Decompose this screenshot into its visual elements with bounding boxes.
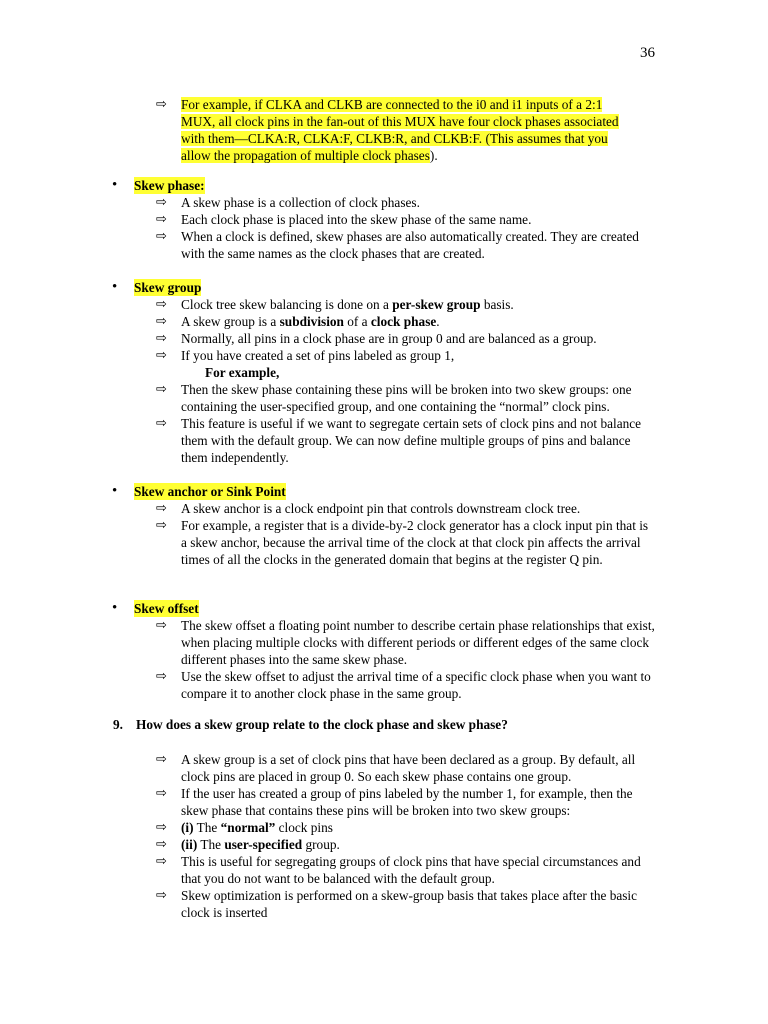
arrow-icon: ⇨	[156, 669, 167, 684]
bullet-icon: •	[112, 279, 118, 295]
arrow-icon: ⇨	[156, 97, 167, 112]
list-item	[0, 194, 768, 211]
arrow-icon: ⇨	[156, 297, 167, 312]
list-item-text: For example, a register that is a divide-by-2 clock generator has a clock input pin that is a skew anchor, because the arrival time of the clock at that clock pin affects the arrival times of all the clocks in the generated domain that begins at the register Q pin.	[181, 518, 649, 567]
question-number: 9.	[113, 717, 123, 732]
list-item-text: If you have created a set of pins labeled as group 1,	[181, 348, 455, 363]
arrow-icon: ⇨	[156, 416, 167, 431]
list-item-text: This feature is useful if we want to segregate certain sets of clock pins and not balance them with the default group. We can now define multiple groups of pins and balance them independently.	[181, 416, 642, 465]
skew-offset-heading-row	[0, 600, 768, 618]
list-item-text: Each clock phase is placed into the skew phase of the same name.	[181, 212, 532, 227]
arrow-icon: ⇨	[156, 314, 167, 329]
example-label-row	[0, 364, 768, 381]
intro-line-3: with them—CLKA:R, CLKA:F, CLKB:R, and CLKB:F. (This assumes that you	[181, 131, 608, 146]
list-item-text: A skew group is a subdivision of a clock phase.	[181, 314, 440, 329]
list-item-text: A skew phase is a collection of clock phases.	[181, 195, 420, 210]
arrow-icon: ⇨	[156, 752, 167, 767]
list-item	[0, 785, 768, 819]
arrow-icon: ⇨	[156, 212, 167, 227]
list-item	[0, 836, 768, 853]
arrow-icon: ⇨	[156, 348, 167, 363]
arrow-icon: ⇨	[156, 618, 167, 633]
list-item-text: A skew group is a set of clock pins that have been declared as a group. By default, all clock pins are placed in group 0. So each skew phase contains one group.	[181, 752, 636, 784]
list-item-text: Clock tree skew balancing is done on a per-skew group basis.	[181, 297, 514, 312]
arrow-icon: ⇨	[156, 888, 167, 903]
example-label: For example,	[205, 365, 280, 380]
list-item	[0, 668, 768, 702]
bullet-icon: •	[112, 177, 118, 193]
list-item	[0, 313, 768, 330]
list-item-text: Normally, all pins in a clock phase are in group 0 and are balanced as a group.	[181, 331, 597, 346]
list-item-text: Skew optimization is performed on a skew-group basis that takes place after the basic clock is inserted	[181, 888, 638, 920]
list-item-text: The skew offset a floating point number to describe certain phase relationships that exist, when placing multiple clocks with different periods or different edges of the same clock different phases into the same skew phase.	[181, 618, 655, 667]
skew-group-list	[0, 296, 768, 466]
list-item	[0, 853, 768, 887]
list-item-text: (i) The “normal” clock pins	[181, 820, 333, 835]
skew-phase-heading-row	[0, 177, 768, 195]
skew-anchor-heading-row	[0, 483, 768, 501]
skew-phase-list	[0, 194, 768, 262]
list-item-text: Use the skew offset to adjust the arrival time of a specific clock phase when you want to compare it to another clock phase in the same group.	[181, 669, 651, 701]
list-item	[0, 330, 768, 347]
list-item-text: A skew anchor is a clock endpoint pin that controls downstream clock tree.	[181, 501, 581, 516]
list-item	[0, 228, 768, 262]
bullet-icon: •	[112, 483, 118, 499]
list-item	[0, 415, 768, 466]
list-item-text: When a clock is defined, skew phases are also automatically created. They are created with the same names as the clock phases that are created.	[181, 229, 639, 261]
list-item	[0, 347, 768, 364]
intro-line-1: For example, if CLKA and CLKB are connected to the i0 and i1 inputs of a 2:1	[181, 97, 603, 112]
arrow-icon: ⇨	[156, 854, 167, 869]
skew-anchor-heading: Skew anchor or Sink Point	[134, 484, 286, 499]
arrow-icon: ⇨	[156, 195, 167, 210]
skew-anchor-list	[0, 500, 768, 568]
list-item-text: If the user has created a group of pins labeled by the number 1, for example, then the skew phase that contains these pins will be broken into two skew groups:	[181, 786, 633, 818]
list-item	[0, 617, 768, 668]
bullet-icon: •	[112, 600, 118, 616]
list-item	[0, 819, 768, 836]
list-item	[0, 296, 768, 313]
intro-block	[0, 96, 768, 164]
list-item	[0, 211, 768, 228]
arrow-icon: ⇨	[156, 786, 167, 801]
arrow-icon: ⇨	[156, 501, 167, 516]
list-item-text: This is useful for segregating groups of clock pins that have special circumstances and that you do not want to be balanced with the default group.	[181, 854, 641, 886]
skew-group-heading-row	[0, 279, 768, 297]
answer-list	[0, 751, 768, 921]
intro-tail: ).	[429, 148, 438, 163]
skew-group-heading: Skew group	[134, 280, 202, 295]
arrow-icon: ⇨	[156, 331, 167, 346]
arrow-icon: ⇨	[156, 837, 167, 852]
intro-line-4: allow the propagation of multiple clock phases	[181, 148, 430, 163]
arrow-icon: ⇨	[156, 382, 167, 397]
skew-offset-list	[0, 617, 768, 702]
arrow-icon: ⇨	[156, 229, 167, 244]
list-item-text: Then the skew phase containing these pins will be broken into two skew groups: one containing the user-specified group, and one containing the “normal” clock pins.	[181, 382, 632, 414]
list-item	[0, 517, 768, 568]
list-item	[0, 500, 768, 517]
arrow-icon: ⇨	[156, 518, 167, 533]
arrow-icon: ⇨	[156, 820, 167, 835]
list-item	[0, 381, 768, 415]
page-number: 36	[640, 45, 655, 61]
question-text: How does a skew group relate to the clock phase and skew phase?	[136, 717, 508, 732]
skew-offset-heading: Skew offset	[134, 601, 199, 616]
question-row	[0, 716, 768, 734]
list-item	[0, 887, 768, 921]
skew-phase-heading: Skew phase:	[134, 178, 205, 193]
intro-line-2: MUX, all clock pins in the fan-out of this MUX have four clock phases associated	[181, 114, 619, 129]
intro-paragraph	[181, 96, 656, 164]
list-item	[0, 751, 768, 785]
list-item-text: (ii) The user-specified group.	[181, 837, 340, 852]
